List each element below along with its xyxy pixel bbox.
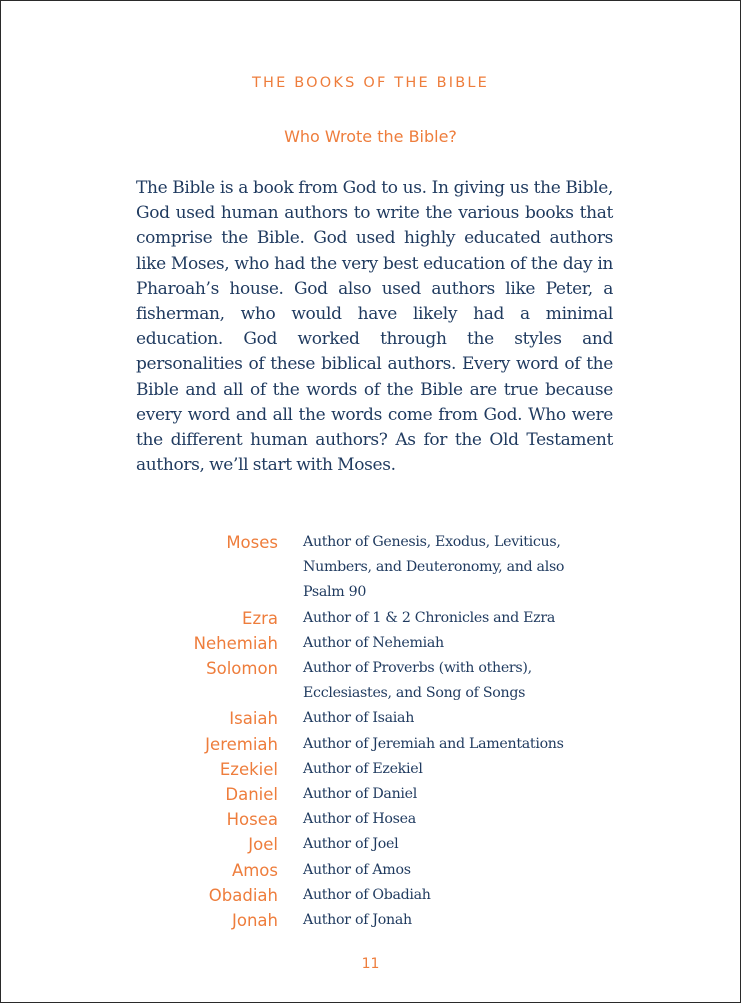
author-description: Author of 1 & 2 Chronicles and Ezra [303,609,555,626]
page-number: 11 [361,956,380,972]
intro-paragraph: The Bible is a book from God to us. In giving us the Bible, God used human authors to write the various books that comprise the Bible. God used highly educated authors like Moses, who had the very best education of the day in Pharoah’s house. God also used authors like Peter, a fisherman, who would have likely had a minimal education. God worked through the styles and personalities of these biblical authors. Every word of the Bible and all of the words of the Bible are true because every word and all the words come from God. Who were the different human authors? As for the Old Testament authors, we’ll start with Moses. [136,178,613,476]
author-row [136,606,606,631]
author-name: Amos [231,860,278,880]
author-name: Hosea [226,810,278,830]
author-description: Author of Proverbs (with others), Ecclesiastes, and Song of Songs [303,660,532,702]
author-description: Author of Isaiah [303,710,415,727]
author-row [136,908,606,933]
author-description: Author of Ezekiel [303,760,423,777]
author-name: Jonah [232,911,278,931]
author-name: Joel [248,835,278,855]
author-description: Author of Obadiah [303,886,431,903]
author-name: Solomon [206,659,278,679]
author-row [136,530,606,606]
author-row [136,757,606,782]
running-head-title: THE BOOKS OF THE BIBLE [251,75,490,91]
author-row [136,732,606,757]
author-name: Jeremiah [205,734,278,754]
section-title: Who Wrote the Bible? [284,127,457,146]
author-row [136,631,606,656]
author-description: Author of Nehemiah [303,634,444,651]
author-name: Nehemiah [193,633,278,653]
author-name: Moses [226,533,278,552]
author-name: Daniel [225,785,278,805]
author-description: Author of Daniel [303,786,417,803]
author-name: Ezekiel [219,759,278,779]
author-row [136,782,606,807]
author-row [136,807,606,832]
author-row [136,656,606,706]
author-description: Author of Genesis, Exodus, Leviticus, Numbers, and Deuteronomy, and also Psalm 90 [303,534,565,601]
author-row [136,706,606,731]
author-name: Obadiah [208,885,278,905]
author-name: Isaiah [229,709,278,729]
author-row [136,883,606,908]
author-description: Author of Amos [303,861,411,878]
author-row [136,858,606,883]
author-name: Ezra [242,608,278,628]
author-description: Author of Jonah [303,912,412,929]
author-description: Author of Jeremiah and Lamentations [303,735,564,752]
author-description: Author of Hosea [303,811,416,828]
authors-list [136,530,606,933]
author-description: Author of Joel [303,836,399,853]
author-row [136,832,606,857]
